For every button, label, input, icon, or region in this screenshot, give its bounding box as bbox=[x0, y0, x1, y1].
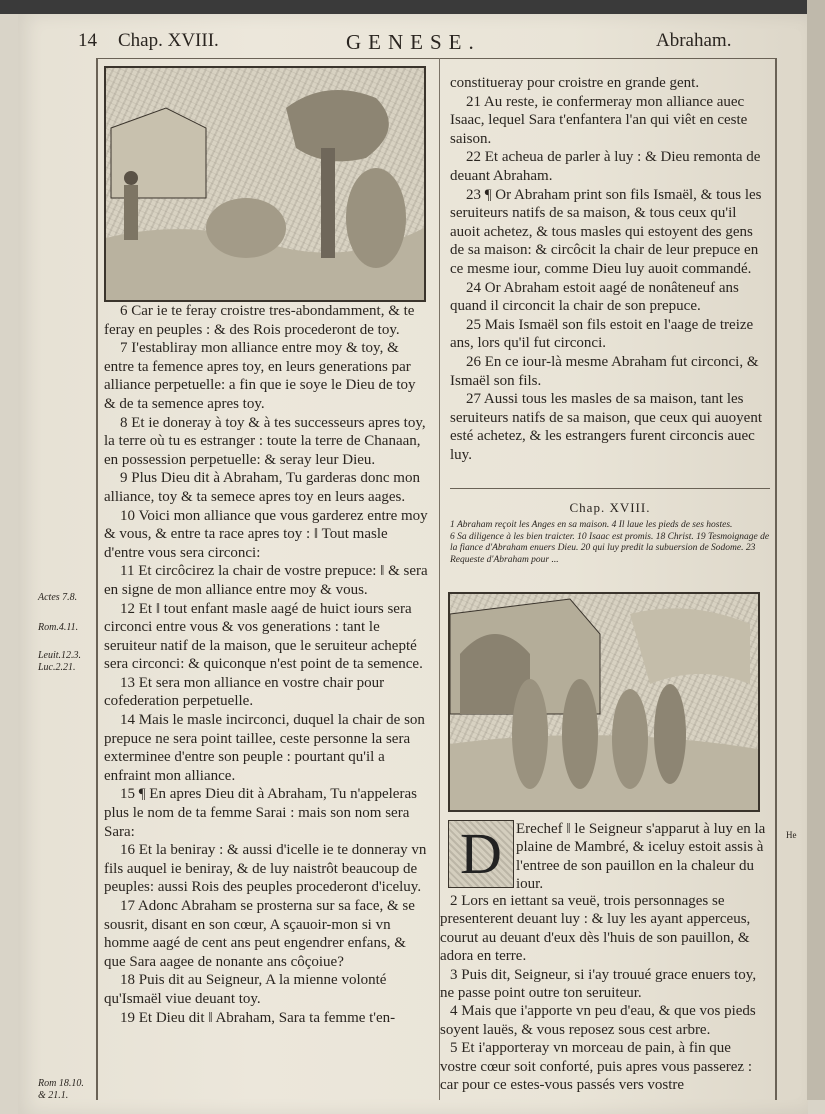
verse: 26 En ce iour-là mesme Abraham fut circonci, & Ismaël son fils. bbox=[450, 353, 759, 389]
right-lower-text-column bbox=[440, 892, 770, 1094]
verse: 8 Et ie doneray à toy & à tes successeurs apres toy, la terre où tu es estranger : toute la terre de Chanaan, en possession perpetuelle: & seray leur Dieu. bbox=[104, 414, 426, 468]
verse: 6 Car ie te feray croistre tres-abondamment, & te feray en peuples : & des Rois procederont de toy. bbox=[104, 303, 415, 338]
margin-note: Actes 7.8. bbox=[38, 592, 78, 603]
header-running-title: Abraham. bbox=[656, 30, 732, 51]
verse: 19 Et Dieu dit ‖ Abraham, Sara ta femme t'en- bbox=[120, 1009, 396, 1026]
verse: 21 Au reste, ie confermeray mon alliance auec Isaac, lequel Sara t'enfantera l'an qui viêt en ceste saison. bbox=[450, 93, 748, 147]
chapter-title: Chap. XVIII. bbox=[569, 500, 651, 515]
margin-note: & 21.1. bbox=[38, 1090, 69, 1101]
header-rule bbox=[96, 58, 777, 59]
next-page-fragment: He bbox=[786, 830, 797, 840]
verse: 14 Mais le masle incirconci, duquel la chair de son prepuce ne sera point taillee, ceste personne la sera exterminee d'entre son peuple : pourtant qu'il a enfraint mon alliance. bbox=[104, 712, 425, 784]
verse: 16 Et la beniray : & aussi d'icelle ie te donneray vn fils auquel ie beniray, & de luy naistrôt beaucoup de peuples: aussi Rois des peuples procederont d'iceluy. bbox=[104, 842, 427, 896]
verse: 17 Adonc Abraham se prosterna sur sa face, & se sousrit, disant en son cœur, A sçauoir-mon si vn homme aagé de cent ans peut engendrer enfans, & que Sara aagee de nonante ans côçoiue? bbox=[104, 898, 415, 970]
verse: 9 Plus Dieu dit à Abraham, Tu garderas donc mon alliance, toy & ta semece apres toy en leurs aages. bbox=[104, 470, 420, 505]
page-edge bbox=[807, 0, 825, 1100]
chapter-summary bbox=[450, 520, 770, 566]
summary-line: 1 Abraham reçoit les Anges en sa maison. 4 Il laue les pieds de ses hostes. bbox=[450, 520, 733, 530]
verse: constitueray pour croistre en grande gent. bbox=[450, 75, 700, 91]
summary-line: 6 Sa diligence à les bien traicter. 10 Isaac est promis. 18 Christ. 19 Tesmoignage de la fiance d'Abraham enuers Dieu. 20 qui luy predit la subuersion de Sodome. 23 Requeste d'Abraham pour ... bbox=[450, 531, 770, 565]
header-book: GENESE. bbox=[346, 30, 481, 54]
verse: 13 Et sera mon alliance en vostre chair pour cofederation perpetuelle. bbox=[104, 674, 385, 710]
margin-note: Leuit.12.3. bbox=[38, 650, 82, 661]
chapter-opening-text bbox=[516, 820, 770, 894]
verse: 27 Aussi tous les masles de sa maison, tant les seruiteurs natifs de sa maison, que ceux qui auoyent esté achetez, & les estrangers furent circoncis auec luy. bbox=[450, 391, 762, 463]
margin-note: Rom.4.11. bbox=[38, 622, 79, 633]
left-text-column bbox=[104, 302, 430, 1027]
verse: 15 ¶ En apres Dieu dit à Abraham, Tu n'appeleras plus le nom de ta femme Sarai : mais son nom sera Sara: bbox=[104, 786, 417, 840]
verse: 3 Puis dit, Seigneur, si i'ay trouué grace enuers toy, ne passe point outre ton seruiteur. bbox=[440, 966, 757, 1002]
verse: 18 Puis dit au Seigneur, A la mienne volonté qu'Ismaël viue deuant toy. bbox=[104, 972, 387, 1007]
verse: 24 Or Abraham estoit aagé de nonâteneuf ans quand il circoncit la chair de son prepuce. bbox=[450, 279, 739, 315]
dropcap-initial: D bbox=[448, 820, 514, 888]
verse: 5 Et i'apporteray vn morceau de pain, à fin que vostre cœur soit conforté, puis apres vous passerez : car pour ce estes-vous passés vers vostre bbox=[440, 1040, 752, 1094]
verse: 11 Et circôcirez la chair de vostre prepuce: ‖ & sera en signe de mon alliance entre moy & vous. bbox=[104, 563, 428, 598]
verse: 2 Lors en iettant sa veuë, trois personnages se presenterent deuant luy : & luy les ayant apperceus, courut au deuant d'eux dès l'huis de son pauillon, & adora en terre. bbox=[440, 893, 751, 965]
verse: 7 I'establiray mon alliance entre moy & toy, & entre ta femence apres toy, en leurs generations par alliance perpetuelle: a fin que ie soye le Dieu de toy & de ta semence apres toy. bbox=[104, 340, 416, 412]
right-rule bbox=[775, 58, 777, 1100]
page-number: 14 bbox=[78, 30, 97, 51]
left-rule bbox=[96, 58, 98, 1100]
verse: 4 Mais que i'apporte vn peu d'eau, & que vos pieds soyent lauës, & vous reposez sous cest arbre. bbox=[440, 1003, 756, 1038]
right-text-column bbox=[450, 74, 770, 464]
verse: 25 Mais Ismaël son fils estoit en l'aage de treize ans, lors qu'il fut circonci. bbox=[450, 316, 754, 352]
woodcut-illustration-covenant bbox=[104, 66, 426, 302]
top-bar bbox=[0, 0, 825, 14]
header-chapter: Chap. XVIII. bbox=[118, 30, 219, 51]
chapter-rule bbox=[450, 488, 770, 489]
verse: 23 ¶ Or Abraham print son fils Ismaël, & tous les seruiteurs natifs de sa maison, & tous ceux qu'il auoit achetez, & tous masles qui estoyent des gens de sa maison: & circôcit la chair de leur prepuce en ce mesme iour, comme Dieu luy auoit commandé. bbox=[450, 186, 762, 277]
verse: 12 Et ‖ tout enfant masle aagé de huict iours sera circonci entre vous & vos generations : tant le seruiteur natif de la maison, que le seruiteur achepté sera circonci: & quiconque n'est point de ta semence. bbox=[104, 600, 423, 673]
verse: 10 Voici mon alliance que vous garderez entre moy & vous, & entre ta race apres toy : ‖ Tout masle d'entre vous sera circonci: bbox=[104, 507, 428, 561]
margin-note: Luc.2.21. bbox=[38, 662, 76, 673]
verse: Erechef ‖ le Seigneur s'apparut à luy en la plaine de Mambré, & iceluy estoit assis à l'entree de son pauillon en la chaleur du iour. bbox=[516, 821, 766, 893]
verse: 22 Et acheua de parler à luy : & Dieu remonta de deuant Abraham. bbox=[450, 149, 761, 184]
margin-note: Rom 18.10. bbox=[38, 1078, 84, 1089]
woodcut-illustration-three-visitors bbox=[448, 592, 760, 812]
